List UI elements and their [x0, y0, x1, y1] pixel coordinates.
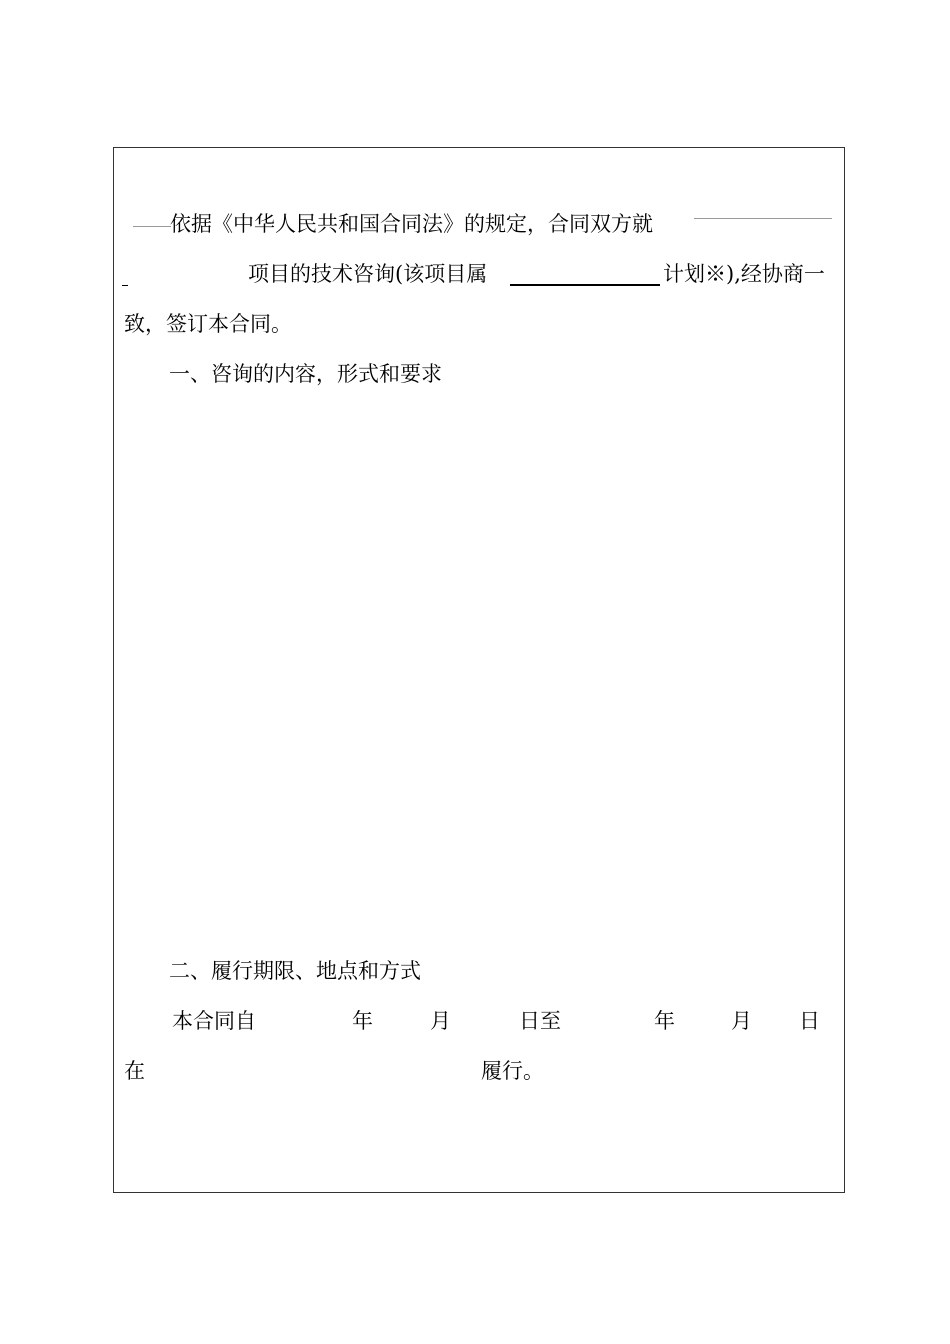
project-name-blank-mark: [122, 285, 128, 286]
period-lead: 本合同自: [172, 1009, 256, 1033]
intro-line-2-b: 计划※),经协商一: [663, 262, 825, 286]
section-1-heading: 一、咨询的内容，形式和要求: [169, 362, 442, 386]
end-year-label: 年: [654, 1009, 675, 1033]
place-tail: 履行。: [481, 1059, 544, 1083]
intro-line-1: 依据《中华人民共和国合同法》的规定，合同双方就: [170, 212, 653, 236]
start-year-label: 年: [352, 1009, 373, 1033]
end-month-label: 月: [731, 1009, 752, 1033]
plan-name-blank: [510, 284, 660, 286]
start-month-label: 月: [430, 1009, 451, 1033]
intro-line-3: 致，签订本合同。: [124, 312, 292, 336]
end-day-label: 日: [799, 1009, 820, 1033]
intro-line-2-a: 项目的技术咨询(该项目属: [248, 262, 488, 286]
section-2-heading: 二、履行期限、地点和方式: [169, 959, 421, 983]
start-day-to-label: 日至: [519, 1009, 561, 1033]
party-name-rule-left: [133, 226, 171, 227]
place-lead: 在: [124, 1059, 145, 1083]
contract-form-frame: [113, 147, 845, 1193]
party-name-rule-right: [694, 218, 832, 219]
